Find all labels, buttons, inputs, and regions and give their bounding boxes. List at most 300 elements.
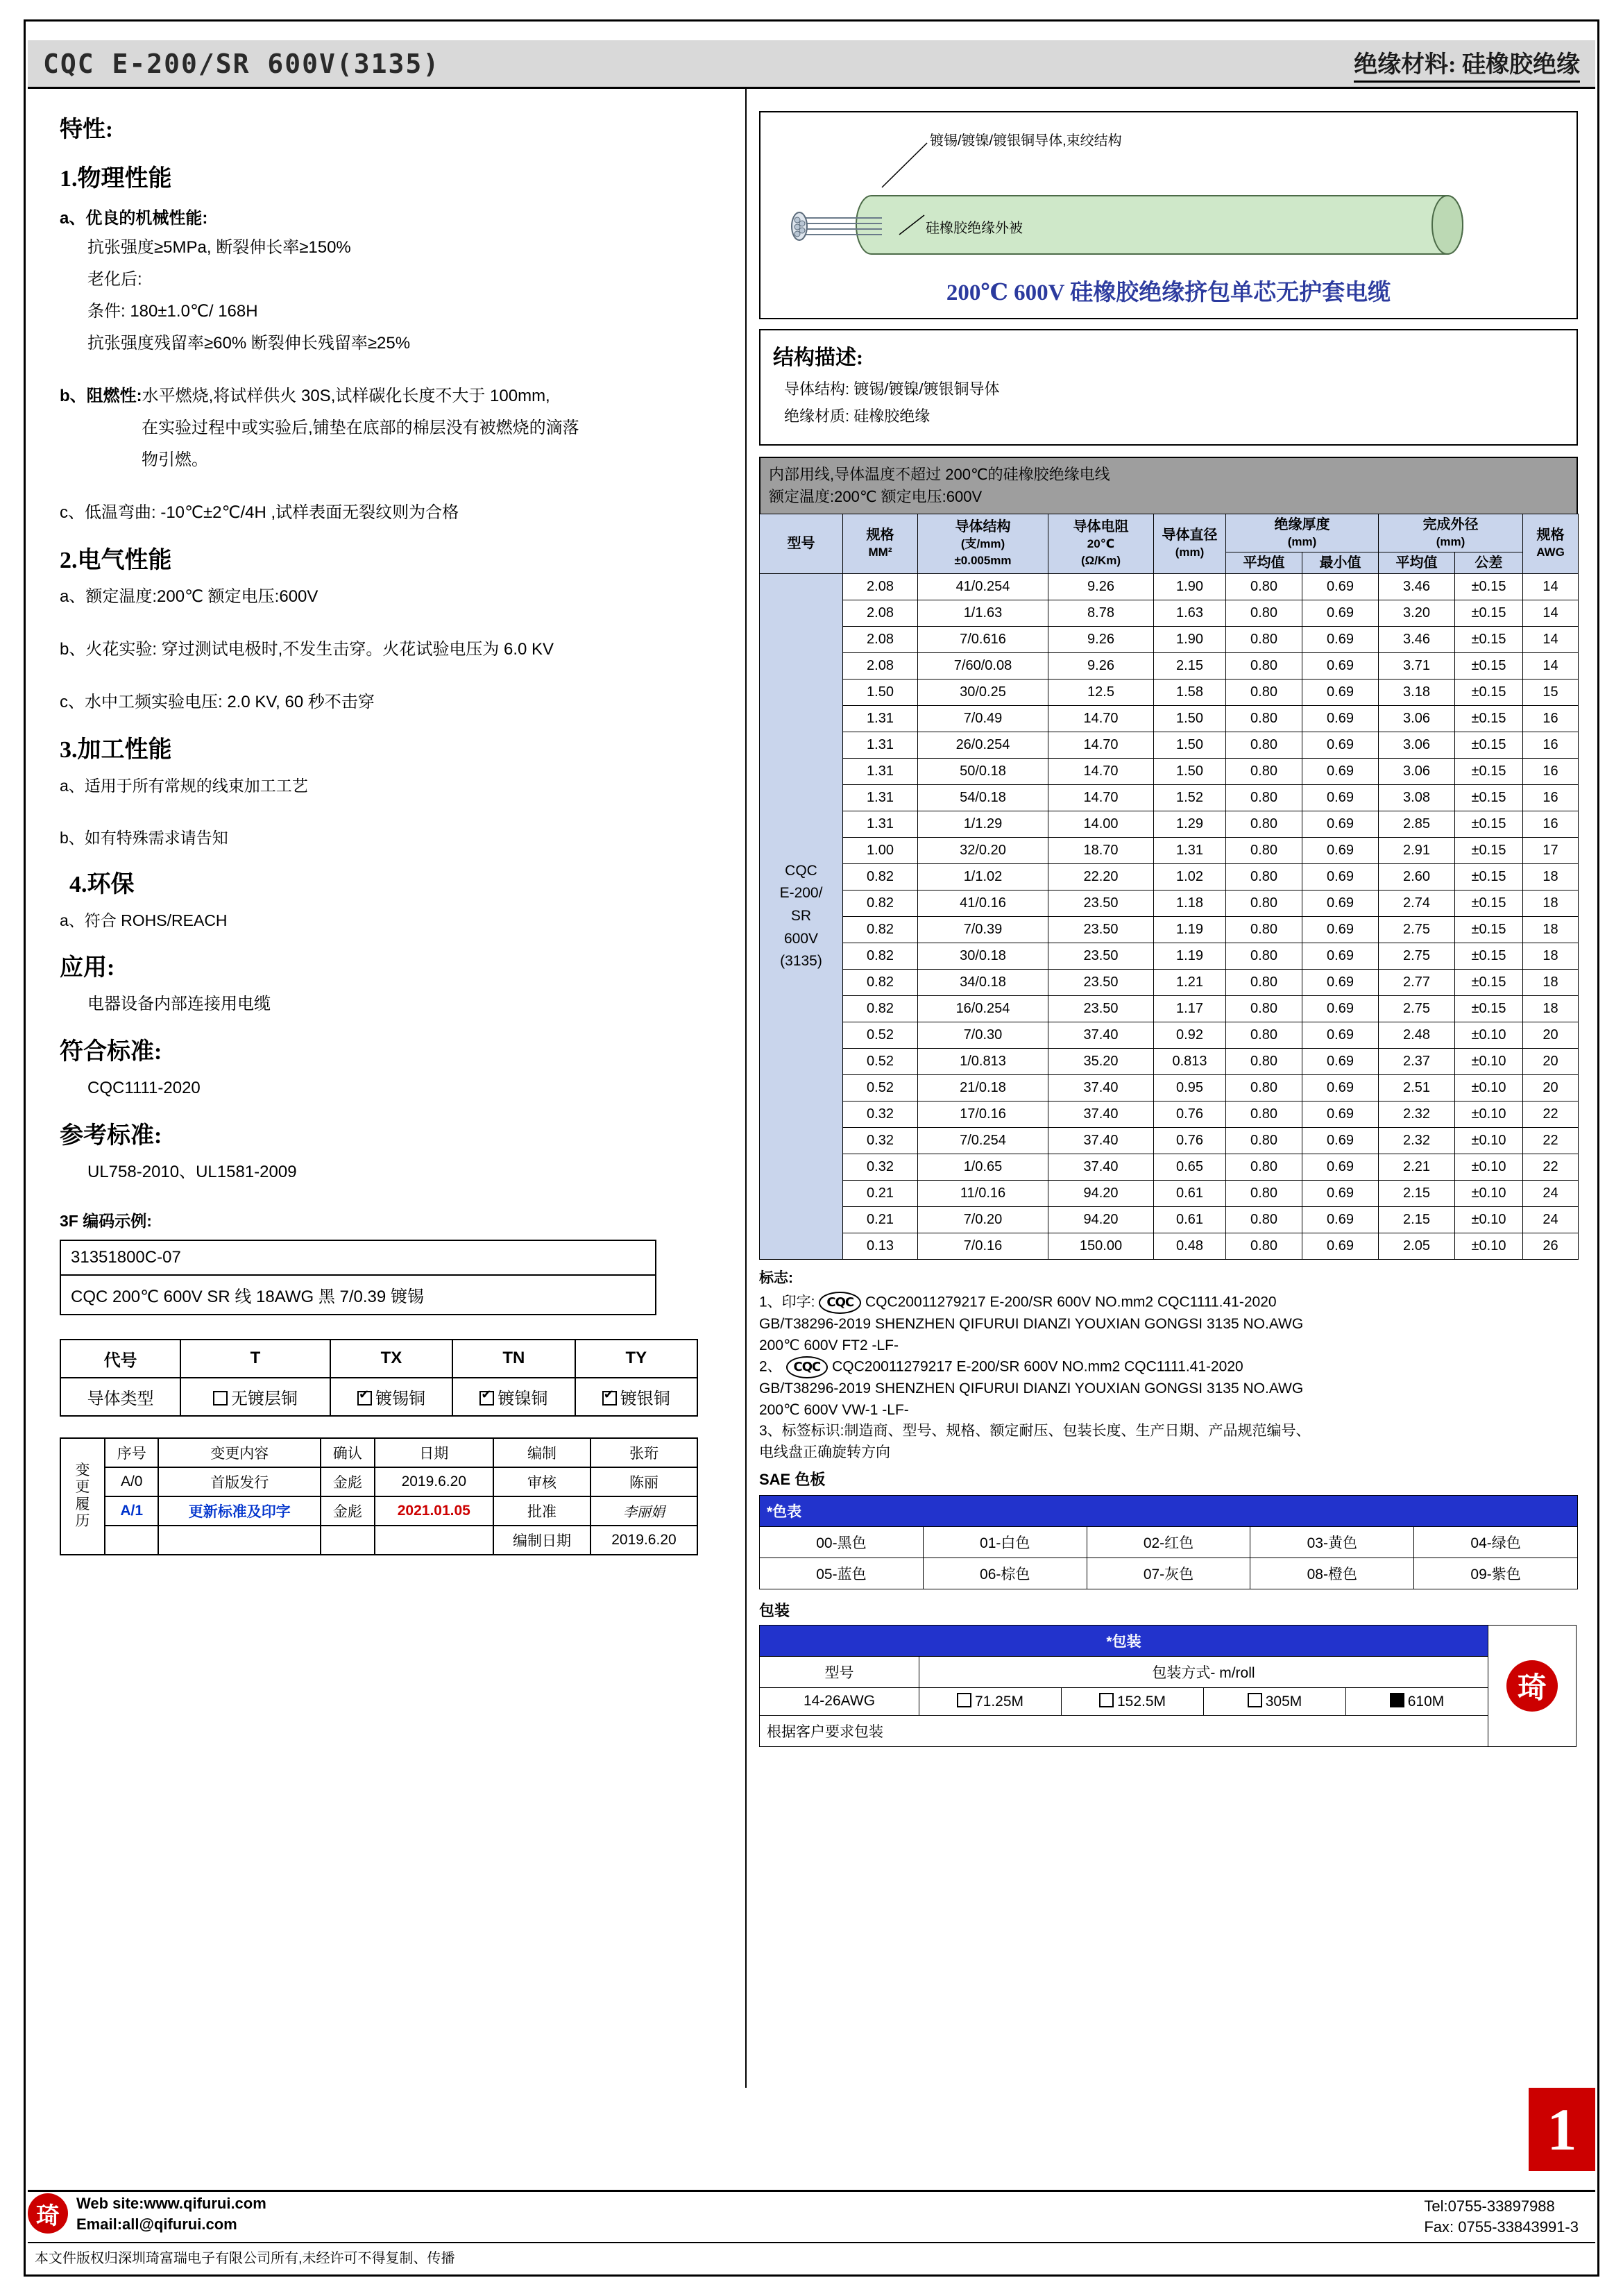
table-row (760, 943, 1579, 969)
conductor-header-1: T (180, 1340, 330, 1378)
spec-cell-20-5: 0.69 (1302, 1101, 1379, 1127)
color-table (759, 1495, 1578, 1589)
spec-cell-2-1: 7/0.616 (918, 626, 1048, 652)
spec-cell-16-1: 16/0.254 (918, 995, 1048, 1022)
application-text: 电器设备内部连接用电缆 (87, 994, 271, 1013)
environment-a: a、符合 ROHS/REACH (60, 911, 228, 929)
spec-cell-11-2: 22.20 (1048, 863, 1154, 890)
spec-cell-18-7: ±0.10 (1455, 1048, 1523, 1074)
footer-copyright: 本文件版权归深圳琦富瑞电子有限公司所有,未经许可不得复制、传播 (35, 2251, 455, 2266)
spec-cell-4-1: 30/0.25 (918, 679, 1048, 705)
spec-cell-0-2: 9.26 (1048, 573, 1154, 600)
spec-cell-16-0: 0.82 (843, 995, 918, 1022)
spec-cell-22-4: 0.80 (1226, 1154, 1302, 1180)
spec-cell-16-7: ±0.15 (1455, 995, 1523, 1022)
spec-cell-19-5: 0.69 (1302, 1074, 1379, 1101)
color-table-head: *色表 (760, 1495, 1578, 1526)
spec-cell-2-2: 9.26 (1048, 626, 1154, 652)
revision-empty-1 (158, 1526, 321, 1555)
spec-cell-20-7: ±0.10 (1455, 1101, 1523, 1127)
spec-cell-21-8: 22 (1523, 1127, 1579, 1154)
spec-cell-23-2: 94.20 (1048, 1180, 1154, 1206)
spec-cell-0-6: 3.46 (1379, 573, 1455, 600)
spec-cell-11-5: 0.69 (1302, 863, 1379, 890)
table-row (760, 1127, 1579, 1154)
standard-title: 符合标准: (60, 1038, 162, 1065)
cqc-badge-icon: CQC (819, 1292, 861, 1314)
spec-cell-8-5: 0.69 (1302, 784, 1379, 811)
table-row (760, 863, 1579, 890)
spec-cell-4-5: 0.69 (1302, 679, 1379, 705)
revision-r1-no: A/1 (105, 1496, 158, 1526)
spec-cell-3-5: 0.69 (1302, 652, 1379, 679)
spec-cell-5-8: 16 (1523, 705, 1579, 732)
spec-cell-12-4: 0.80 (1226, 890, 1302, 916)
spec-cell-6-5: 0.69 (1302, 732, 1379, 758)
spec-model-cell: CQC E-200/ SR 600V (3135) (760, 573, 843, 1259)
spec-cell-13-5: 0.69 (1302, 916, 1379, 943)
marking-item-1-l3: 200℃ 600V FT2 -LF- (759, 1337, 899, 1353)
spec-cell-6-6: 3.06 (1379, 732, 1455, 758)
revision-r0-content: 首版发行 (158, 1467, 321, 1496)
spec-cell-11-4: 0.80 (1226, 863, 1302, 890)
spec-cell-7-0: 1.31 (843, 758, 918, 784)
spec-cell-2-0: 2.08 (843, 626, 918, 652)
processing-a: a、适用于所有常规的线束加工工艺 (60, 777, 308, 795)
physical-b-line3: 物引燃。 (142, 450, 208, 469)
spec-cell-14-1: 30/0.18 (918, 943, 1048, 969)
spec-cell-13-4: 0.80 (1226, 916, 1302, 943)
structure-title: 结构描述: (773, 346, 863, 369)
table-row (760, 573, 1579, 600)
revision-r0-no: A/0 (105, 1467, 158, 1496)
code-example-line2: CQC 200℃ 600V SR 线 18AWG 黑 7/0.39 镀锡 (71, 1287, 424, 1306)
spec-cell-3-8: 14 (1523, 652, 1579, 679)
spec-cell-7-6: 3.06 (1379, 758, 1455, 784)
physical-c-line: c、低温弯曲: -10℃±2℃/4H ,试样表面无裂纹则为合格 (60, 503, 459, 522)
revision-header-2: 确认 (321, 1438, 374, 1467)
footer-contact (76, 2193, 266, 2234)
spec-cell-9-3: 1.29 (1154, 811, 1226, 837)
spec-cell-3-3: 2.15 (1154, 652, 1226, 679)
spec-cell-15-0: 0.82 (843, 969, 918, 995)
table-row (760, 705, 1579, 732)
spec-cell-12-0: 0.82 (843, 890, 918, 916)
header-product-code: CQC E-200/SR 600V(3135) (43, 48, 441, 79)
marking-item-2: 2、 CQC CQC20011279217 E-200/SR 600V NO.mm2 CQC1111.41-2020 (759, 1356, 1578, 1378)
spec-cell-0-0: 2.08 (843, 573, 918, 600)
spec-cell-23-3: 0.61 (1154, 1180, 1226, 1206)
color-00: 00-黑色 (760, 1526, 924, 1558)
footer-fax: Fax: 0755-33843991-3 (1424, 2218, 1579, 2236)
th-thickness-min: 最小值 (1302, 552, 1379, 573)
spec-cell-5-1: 7/0.49 (918, 705, 1048, 732)
code-example-label: 3F 编码示例: (60, 1211, 152, 1230)
spec-cell-17-0: 0.52 (843, 1022, 918, 1048)
spec-cell-19-8: 20 (1523, 1074, 1579, 1101)
table-row (760, 837, 1579, 863)
spec-cell-18-6: 2.37 (1379, 1048, 1455, 1074)
table-row (760, 1074, 1579, 1101)
spec-cell-5-7: ±0.15 (1455, 705, 1523, 732)
spec-cell-10-4: 0.80 (1226, 837, 1302, 863)
spec-cell-3-7: ±0.15 (1455, 652, 1523, 679)
spec-cell-18-0: 0.52 (843, 1048, 918, 1074)
spec-cell-3-6: 3.71 (1379, 652, 1455, 679)
color-07: 07-灰色 (1087, 1558, 1250, 1589)
spec-cell-7-1: 50/0.18 (918, 758, 1048, 784)
electrical-b: b、火花实验: 穿过测试电极时,不发生击穿。火花试验电压为 6.0 KV (60, 640, 554, 659)
revision-r1-date: 2021.01.05 (375, 1496, 493, 1526)
spec-cell-10-8: 17 (1523, 837, 1579, 863)
th-model: 型号 (760, 514, 843, 573)
spec-cell-16-8: 18 (1523, 995, 1579, 1022)
revision-empty-0 (105, 1526, 158, 1555)
footer-email[interactable]: Email:all@qifurui.com (76, 2215, 237, 2233)
spec-cell-15-2: 23.50 (1048, 969, 1154, 995)
revision-empty-3 (375, 1526, 493, 1555)
spec-cell-22-1: 1/0.65 (918, 1154, 1048, 1180)
spec-cell-14-6: 2.75 (1379, 943, 1455, 969)
spec-cell-4-2: 12.5 (1048, 679, 1154, 705)
conductor-header-4: TY (575, 1340, 697, 1378)
conductor-option-2[interactable]: ✔ 镀镍铜 (452, 1378, 575, 1416)
spec-cell-23-1: 11/0.16 (918, 1180, 1048, 1206)
spec-cell-8-6: 3.08 (1379, 784, 1455, 811)
reference-title: 参考标准: (60, 1122, 162, 1149)
spec-cell-14-5: 0.69 (1302, 943, 1379, 969)
spec-cell-1-6: 3.20 (1379, 600, 1455, 626)
spec-cell-8-0: 1.31 (843, 784, 918, 811)
spec-cell-25-1: 7/0.16 (918, 1233, 1048, 1259)
spec-cell-10-7: ±0.15 (1455, 837, 1523, 863)
packaging-option-1[interactable]: 152.5M (1062, 1687, 1204, 1715)
left-column (60, 111, 754, 1555)
spec-cell-24-1: 7/0.20 (918, 1206, 1048, 1233)
revision-header-4: 编制 (493, 1438, 590, 1467)
spec-cell-20-6: 2.32 (1379, 1101, 1455, 1127)
footer-logo-icon: 琦 (28, 2193, 68, 2234)
th-diameter: 导体直径 (mm) (1154, 514, 1226, 573)
revision-header-3: 日期 (375, 1438, 493, 1467)
band-line1: 内部用线,导体温度不超过 200℃的硅橡胶绝缘电线 (769, 466, 1110, 483)
cable-label-insulation: 硅橡胶绝缘外被 (926, 221, 1023, 236)
spec-cell-7-7: ±0.15 (1455, 758, 1523, 784)
spec-cell-17-5: 0.69 (1302, 1022, 1379, 1048)
sae-label: SAE 色板 (759, 1471, 826, 1489)
packaging-col-model: 型号 (760, 1656, 919, 1687)
spec-cell-9-8: 16 (1523, 811, 1579, 837)
spec-cell-14-4: 0.80 (1226, 943, 1302, 969)
spec-cell-1-5: 0.69 (1302, 600, 1379, 626)
spec-cell-6-8: 16 (1523, 732, 1579, 758)
packaging-col-way: 包装方式- m/roll (919, 1656, 1488, 1687)
band-line2: 额定温度:200℃ 额定电压:600V (769, 487, 983, 505)
spec-cell-12-2: 23.50 (1048, 890, 1154, 916)
conductor-option-1[interactable]: ✔ 镀锡铜 (330, 1378, 452, 1416)
temperature-band (759, 457, 1578, 514)
spec-cell-9-7: ±0.15 (1455, 811, 1523, 837)
spec-cell-17-4: 0.80 (1226, 1022, 1302, 1048)
spec-cell-15-6: 2.77 (1379, 969, 1455, 995)
spec-cell-21-4: 0.80 (1226, 1127, 1302, 1154)
spec-cell-1-7: ±0.15 (1455, 600, 1523, 626)
section-physical-title: 1.物理性能 (60, 166, 172, 192)
spec-cell-11-6: 2.60 (1379, 863, 1455, 890)
table-row (60, 1340, 697, 1378)
table-row (60, 1467, 697, 1496)
spec-cell-16-3: 1.17 (1154, 995, 1226, 1022)
spec-cell-7-5: 0.69 (1302, 758, 1379, 784)
packaging-option-0[interactable]: 71.25M (919, 1687, 1062, 1715)
spec-cell-15-4: 0.80 (1226, 969, 1302, 995)
spec-cell-23-8: 24 (1523, 1180, 1579, 1206)
spec-cell-10-6: 2.91 (1379, 837, 1455, 863)
th-outer-avg: 平均值 (1379, 552, 1455, 573)
spec-cell-7-8: 16 (1523, 758, 1579, 784)
company-logo-icon: 琦 (1506, 1660, 1558, 1712)
processing-b: b、如有特殊需求请告知 (60, 828, 228, 847)
specification-table-body (760, 573, 1579, 1259)
th-awg: 规格 AWG (1523, 514, 1579, 573)
spec-cell-3-4: 0.80 (1226, 652, 1302, 679)
physical-b-head: b、阻燃性: (60, 387, 142, 405)
spec-cell-1-0: 2.08 (843, 600, 918, 626)
spec-cell-23-4: 0.80 (1226, 1180, 1302, 1206)
marking-section (759, 1268, 1578, 1491)
spec-cell-22-0: 0.32 (843, 1154, 918, 1180)
electrical-a: a、额定温度:200℃ 额定电压:600V (60, 587, 318, 606)
spec-cell-11-8: 18 (1523, 863, 1579, 890)
spec-cell-2-3: 1.90 (1154, 626, 1226, 652)
spec-cell-12-8: 18 (1523, 890, 1579, 916)
spec-cell-21-2: 37.40 (1048, 1127, 1154, 1154)
application-title: 应用: (60, 954, 115, 981)
spec-cell-9-5: 0.69 (1302, 811, 1379, 837)
spec-cell-21-7: ±0.10 (1455, 1127, 1523, 1154)
checkbox-checked-icon[interactable] (357, 1391, 372, 1406)
checkbox-checked-icon[interactable] (1390, 1693, 1404, 1707)
spec-cell-25-5: 0.69 (1302, 1233, 1379, 1259)
spec-cell-25-2: 150.00 (1048, 1233, 1154, 1259)
spec-cell-6-7: ±0.15 (1455, 732, 1523, 758)
spec-cell-20-1: 17/0.16 (918, 1101, 1048, 1127)
spec-cell-7-2: 14.70 (1048, 758, 1154, 784)
spec-cell-25-0: 0.13 (843, 1233, 918, 1259)
table-row (760, 679, 1579, 705)
section-electrical-title: 2.电气性能 (60, 548, 172, 573)
conductor-option-0[interactable]: 无镀层铜 (180, 1378, 330, 1416)
spec-cell-1-3: 1.63 (1154, 600, 1226, 626)
physical-a-line1: 抗张强度≥5MPa, 断裂伸长率≥150% (87, 238, 351, 257)
marking-item-2-l2: GB/T38296-2019 SHENZHEN QIFURUI DIANZI YOUXIAN GONGSI 3135 NO.AWG (759, 1381, 1304, 1397)
packaging-block (759, 1625, 1578, 1747)
spec-cell-25-8: 26 (1523, 1233, 1579, 1259)
conductor-option-3[interactable]: ✔ 镀银铜 (575, 1378, 697, 1416)
spec-cell-1-2: 8.78 (1048, 600, 1154, 626)
spec-cell-13-7: ±0.15 (1455, 916, 1523, 943)
spec-cell-16-6: 2.75 (1379, 995, 1455, 1022)
th-thickness: 绝缘厚度 (mm) (1226, 514, 1379, 552)
spec-cell-4-4: 0.80 (1226, 679, 1302, 705)
footer-website[interactable]: Web site:www.qifurui.com (76, 2195, 266, 2212)
footer-divider-bottom (28, 2242, 1595, 2243)
spec-cell-6-0: 1.31 (843, 732, 918, 758)
spec-cell-2-5: 0.69 (1302, 626, 1379, 652)
spec-cell-6-2: 14.70 (1048, 732, 1154, 758)
color-02: 02-红色 (1087, 1526, 1250, 1558)
spec-cell-4-7: ±0.15 (1455, 679, 1523, 705)
spec-cell-21-0: 0.32 (843, 1127, 918, 1154)
packaging-head: *包装 (760, 1625, 1488, 1656)
spec-cell-19-4: 0.80 (1226, 1074, 1302, 1101)
spec-cell-19-7: ±0.10 (1455, 1074, 1523, 1101)
cable-label-conductor: 镀锡/镀镍/镀银铜导体,束绞结构 (930, 133, 1122, 149)
spec-cell-13-3: 1.19 (1154, 916, 1226, 943)
spec-cell-17-3: 0.92 (1154, 1022, 1226, 1048)
revision-r1-content: 更新标准及印字 (158, 1496, 321, 1526)
revision-table (60, 1437, 698, 1555)
spec-cell-20-4: 0.80 (1226, 1101, 1302, 1127)
physical-a-line4: 抗张强度残留率≥60% 断裂伸长残留率≥25% (87, 334, 411, 353)
spec-cell-20-3: 0.76 (1154, 1101, 1226, 1127)
spec-cell-25-4: 0.80 (1226, 1233, 1302, 1259)
spec-cell-12-1: 41/0.16 (918, 890, 1048, 916)
spec-cell-18-1: 1/0.813 (918, 1048, 1048, 1074)
spec-cell-8-1: 54/0.18 (918, 784, 1048, 811)
table-row (760, 1558, 1578, 1589)
revision-footer-date: 2019.6.20 (590, 1526, 697, 1555)
spec-cell-23-0: 0.21 (843, 1180, 918, 1206)
spec-cell-9-0: 1.31 (843, 811, 918, 837)
spec-cell-24-0: 0.21 (843, 1206, 918, 1233)
packaging-table (759, 1625, 1488, 1747)
spec-cell-19-1: 21/0.18 (918, 1074, 1048, 1101)
spec-cell-12-7: ±0.15 (1455, 890, 1523, 916)
table-row (760, 1715, 1488, 1746)
spec-cell-2-6: 3.46 (1379, 626, 1455, 652)
spec-cell-7-4: 0.80 (1226, 758, 1302, 784)
spec-cell-18-8: 20 (1523, 1048, 1579, 1074)
spec-cell-11-0: 0.82 (843, 863, 918, 890)
checkbox-unchecked-icon[interactable] (1099, 1693, 1114, 1707)
spec-cell-20-8: 22 (1523, 1101, 1579, 1127)
spec-cell-23-7: ±0.10 (1455, 1180, 1523, 1206)
table-row (760, 732, 1579, 758)
color-01: 01-白色 (923, 1526, 1087, 1558)
spec-cell-3-1: 7/60/0.08 (918, 652, 1048, 679)
page-header (28, 40, 1595, 89)
revision-r0-role: 审核 (493, 1467, 590, 1496)
spec-cell-14-2: 23.50 (1048, 943, 1154, 969)
spec-cell-24-5: 0.69 (1302, 1206, 1379, 1233)
spec-cell-8-7: ±0.15 (1455, 784, 1523, 811)
spec-cell-10-0: 1.00 (843, 837, 918, 863)
spec-cell-3-2: 9.26 (1048, 652, 1154, 679)
spec-cell-18-4: 0.80 (1226, 1048, 1302, 1074)
spec-cell-14-7: ±0.15 (1455, 943, 1523, 969)
th-resistance: 导体电阻 20℃ (Ω/Km) (1048, 514, 1154, 573)
company-logo-cell (1488, 1625, 1577, 1747)
conductor-type-table (60, 1339, 698, 1417)
physical-a-line3: 条件: 180±1.0℃/ 168H (87, 302, 258, 321)
spec-cell-24-6: 2.15 (1379, 1206, 1455, 1233)
table-row (60, 1438, 697, 1467)
spec-cell-5-2: 14.70 (1048, 705, 1154, 732)
code-example-box (60, 1240, 656, 1315)
standard-text: CQC1111-2020 (87, 1078, 201, 1097)
marking-item-1: 1、印字: CQC CQC20011279217 E-200/SR 600V NO.mm2 CQC1111.41-2020 (759, 1292, 1578, 1314)
checkbox-unchecked-icon[interactable] (957, 1693, 971, 1707)
spec-cell-6-1: 26/0.254 (918, 732, 1048, 758)
marking-item-2-l3: 200℃ 600V VW-1 -LF- (759, 1401, 909, 1418)
spec-cell-12-5: 0.69 (1302, 890, 1379, 916)
spec-cell-20-0: 0.32 (843, 1101, 918, 1127)
table-row (60, 1378, 697, 1416)
spec-cell-1-1: 1/1.63 (918, 600, 1048, 626)
marking-item-3-l1: 3、标签标识:制造商、型号、规格、额定耐压、包装长度、生产日期、产品规范编号、 (759, 1423, 1311, 1440)
spec-cell-22-5: 0.69 (1302, 1154, 1379, 1180)
spec-cell-21-1: 7/0.254 (918, 1127, 1048, 1154)
table-row (760, 1180, 1579, 1206)
revision-r0-confirm: 金彪 (321, 1467, 374, 1496)
spec-cell-14-0: 0.82 (843, 943, 918, 969)
spec-cell-2-8: 14 (1523, 626, 1579, 652)
table-row (760, 1154, 1579, 1180)
table-row (760, 600, 1579, 626)
conductor-row-label: 导体类型 (60, 1378, 180, 1416)
checkbox-unchecked-icon[interactable] (1248, 1693, 1262, 1707)
revision-r0-date: 2019.6.20 (375, 1467, 493, 1496)
spec-cell-4-6: 3.18 (1379, 679, 1455, 705)
revision-r0-person: 陈丽 (590, 1467, 697, 1496)
spec-cell-13-1: 7/0.39 (918, 916, 1048, 943)
table-row (760, 916, 1579, 943)
spec-cell-0-7: ±0.15 (1455, 573, 1523, 600)
checkbox-unchecked-icon[interactable] (213, 1391, 228, 1406)
spec-cell-13-8: 18 (1523, 916, 1579, 943)
spec-cell-8-8: 16 (1523, 784, 1579, 811)
table-row (60, 1496, 697, 1526)
spec-cell-9-6: 2.85 (1379, 811, 1455, 837)
right-column (759, 111, 1578, 1747)
spec-cell-25-3: 0.48 (1154, 1233, 1226, 1259)
spec-cell-11-3: 1.02 (1154, 863, 1226, 890)
spec-cell-9-2: 14.00 (1048, 811, 1154, 837)
table-row (760, 758, 1579, 784)
th-spec: 规格 MM² (843, 514, 918, 573)
spec-cell-12-6: 2.74 (1379, 890, 1455, 916)
characteristics-title: 特性: (60, 117, 113, 142)
electrical-c: c、水中工频实验电压: 2.0 KV, 60 秒不击穿 (60, 693, 375, 711)
spec-cell-22-8: 22 (1523, 1154, 1579, 1180)
spec-cell-5-4: 0.80 (1226, 705, 1302, 732)
spec-cell-0-3: 1.90 (1154, 573, 1226, 600)
revision-r1-confirm: 金彪 (321, 1496, 374, 1526)
page-footer (28, 2186, 1595, 2271)
page-number: 1 (1529, 2088, 1595, 2171)
packaging-option-3[interactable]: 610M (1346, 1687, 1488, 1715)
spec-cell-13-6: 2.75 (1379, 916, 1455, 943)
table-row (760, 1101, 1579, 1127)
checkbox-checked-icon[interactable] (479, 1391, 494, 1406)
packaging-option-2[interactable]: 305M (1204, 1687, 1346, 1715)
checkbox-checked-icon[interactable] (602, 1391, 617, 1406)
table-row (760, 1656, 1488, 1687)
spec-cell-2-4: 0.80 (1226, 626, 1302, 652)
cable-caption: 200℃ 600V 硅橡胶绝缘挤包单芯无护套电缆 (946, 280, 1391, 305)
revision-header-1: 变更内容 (158, 1438, 321, 1467)
